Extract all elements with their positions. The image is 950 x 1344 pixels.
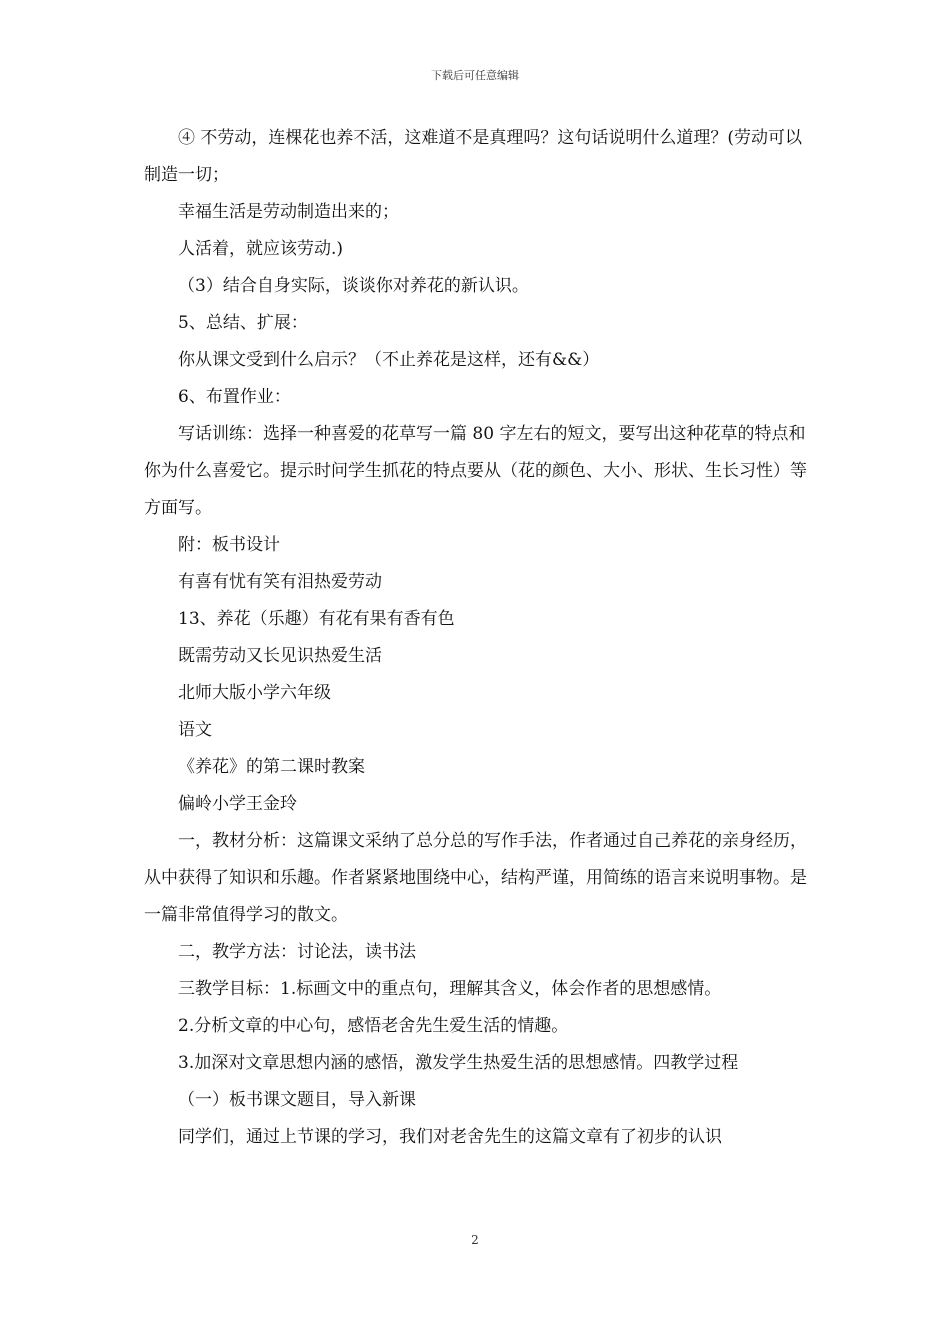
paragraph: 你从课文受到什么启示？（不止养花是这样，还有&&）	[178, 350, 600, 370]
paragraph: 二，教学方法：讨论法，读书法	[178, 942, 416, 962]
paragraph: 偏岭小学王金玲	[178, 794, 297, 814]
paragraph: 一，教材分析：这篇课文采纳了总分总的写作手法，作者通过自己养花的亲身经历，从中获得了知识和乐趣。作者紧紧地围绕中心，结构严谨，用简练的语言来说明事物。是一篇非常值得学习的散文。	[144, 831, 807, 925]
paragraph: 附：板书设计	[178, 535, 280, 555]
page-number: 2	[471, 1233, 479, 1247]
paragraph: 既需劳动又长见识热爱生活	[178, 646, 382, 666]
paragraph: 5、总结、扩展：	[178, 313, 308, 333]
paragraph: 13、养花（乐趣）有花有果有香有色	[178, 609, 455, 629]
paragraph: 《养花》的第二课时教案	[178, 757, 365, 777]
paragraph: 3.加深对文章思想内涵的感悟，激发学生热爱生活的思想感情。四教学过程	[178, 1053, 739, 1073]
document-body	[144, 120, 808, 1156]
paragraph: 6、布置作业：	[178, 387, 291, 407]
paragraph: 写话训练：选择一种喜爱的花草写一篇 80 字左右的短文，要写出这种花草的特点和你为什么喜爱它。提示时问学生抓花的特点要从（花的颜色、大小、形状、生长习性）等方面写。	[144, 424, 807, 518]
paragraph: 2.分析文章的中心句，感悟老舍先生爱生活的情趣。	[178, 1016, 569, 1036]
page-header: 下载后可任意编辑	[431, 69, 519, 82]
paragraph: 幸福生活是劳动制造出来的；	[178, 202, 399, 222]
paragraph: 三教学目标：1.标画文中的重点句，理解其含义，体会作者的思想感情。	[178, 979, 722, 999]
paragraph: 语文	[178, 720, 212, 740]
paragraph: （3）结合自身实际，谈谈你对养花的新认识。	[178, 276, 529, 296]
paragraph: （一）板书课文题目，导入新课	[178, 1090, 416, 1110]
paragraph: ④ 不劳动，连棵花也养不活，这难道不是真理吗？这句话说明什么道理？(劳动可以制造一切；	[144, 128, 803, 185]
paragraph: 北师大版小学六年级	[178, 683, 331, 703]
paragraph: 同学们，通过上节课的学习，我们对老舍先生的这篇文章有了初步的认识	[178, 1127, 722, 1147]
paragraph: 有喜有忧有笑有泪热爱劳动	[178, 572, 382, 592]
paragraph: 人活着，就应该劳动.)	[178, 239, 344, 259]
